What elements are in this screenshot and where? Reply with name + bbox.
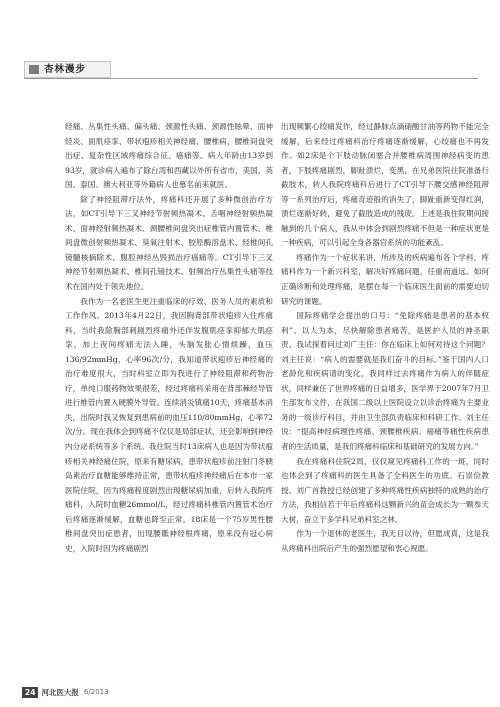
- journal-name: 河北医大报: [41, 687, 79, 697]
- issue-number: 6/2013: [83, 688, 109, 696]
- header-divider: [24, 78, 478, 79]
- section-header: [24, 61, 111, 78]
- page-number: 24: [22, 687, 38, 698]
- left-paragraph-2: 除了神经阻滞疗法外，疼痛科还开展了多种微创治疗方法，如CT引导下三叉神经节射频热凝术、舌咽神经射频热凝术、面神经射频热凝术、颈腰椎间盘突出症椎管内置管术、椎间盘微创射频热凝术、臭氧注射术、胶原酶溶盘术、经椎间孔镜髓核摘除术、腹腔神经丛毁损治疗癌痛等。CT引导下三叉神经节射频热凝术、椎间孔镜技术、射频治疗丛集性头痛等技术在国内处于领先地位。: [65, 194, 273, 292]
- right-paragraph-2: 疼痛作为一个症状来讲，所涉及的疾病遍布各个学科，疼痛科作为一个新兴科室，解决好疼痛问题，任重而道远。如何正确诊断和处理疼痛，是摆在每一个临床医生面前的需要迫切研究的课题。: [281, 252, 489, 306]
- page-footer: [22, 686, 109, 698]
- right-paragraph-4: 我在疼痛科住院2周，仅仅窥见疼痛科工作的一斑，同时也体会到了疼痛科的医生具备了全科医生的功底。石崇俭教授、刘广首教授已经创建了多种疼痛性疾病独特的成熟的治疗方法，我相信若干年后疼痛科这颗新兴的苗会成长为一颗参天大树，奋立于多学科兄弟科室之林。: [281, 456, 489, 524]
- right-paragraph-1: 出现频繁心绞痛发作，经过静脉点滴硝酸甘油等药物不能完全缓解，后来经过疼痛科治疗疼痛逐渐缓解，心绞痛也不再发作。如2床是个下肢动脉闭塞合并腰椎病周围神经病变的患者，下肢疼痛剧烈，脚趾溃烂，变黑，在兄弟医院住院准备行截肢术，转入我院疼痛科后进行了CT引导下腰交感神经阻滞等一系列治疗后，疼痛奇迹般的消失了，脚趾重新变得红润，溃烂逐渐好转，避免了截肢造成的残废。上述是我住院期间接触到的几个病人，我从中体会到剧烈疼痛不但是一种症状更是一种疾病，可以引起全身各器官系统的功能紊乱。: [281, 122, 489, 248]
- right-paragraph-3: 国际疼痛学会提出的口号：“免除疼痛是患者的基本权利”。以人为本，尽快解除患者痛苦，是医护人员的神圣职责。我试探着问过刘广主任：你在临床上如何对待这个问题？刘主任说：“病人的需要就是我们奋斗的目标。”鉴于国内人口老龄化和疾病谱的变化，我同样过去疼痛作为病人的伴随症状，同样兼任了世界疼痛的日益增多，医学界于2007年7月卫生部发布文件，在我国二级以上医院设立以诊治疼痛为主要业务的一级诊疗科目，并由卫生部负责临床和科研工作。刘主任说：“提高神经病理性疼痛、颈腰椎疾病、癌痛等痛性疾病患者的生活质量，是我们疼痛科临床和基础研究的发展方向。”: [281, 311, 489, 452]
- left-paragraph-1: 经痛、丛集性头痛、偏头痛、颈源性头痛、颈源性眩晕、面神经炎、面肌痉挛、带状疱疹相关神经痛、腰椎病、腰椎间盘突出症、复杂性区域疼痛综合征、癌痛等。病人年龄由13岁到93岁，就诊病人遍布了除台湾和西藏以外所有省市，美国、英国、泰国、澳大利亚等外籍病人也慕名前来就医。: [65, 122, 273, 190]
- right-column: [281, 120, 489, 556]
- header-marker: [29, 65, 39, 74]
- right-paragraph-5: 作为一个退休的老医生，我无目以待，但愿成真，这是我从疼痛科出院后产生的强烈愿望和衷心祝愿。: [281, 529, 489, 553]
- section-title: 杏林漫步: [44, 64, 87, 75]
- left-paragraph-3: 我作为一名老医生更注重临床的疗效、医务人员的素质和工作作风。2013年4月22日，我因胸背部带状疱疹入住疼痛科，当时我除胸部刺剧烈疼痛外还伴发腹肌痉挛抑郁大肌痉挛，加上夜间疼痛无法入睡，头脑发胀心情烦躁，血压136/92mmHg，心率96次/分，我知道带状疱疹后神经痛的治疗难度很大，当时科室立即为我进行了神经阻滞和药物治疗，单纯口服药物效果很差，经过疼痛科采用在背部棘经导管进行椎管内置入硬膜外导管。连续消炎镇痛10天，疼痛基本消失，出院时我又恢复到患病前的血压110/80mmHg，心率72次/分。现在我体会到疼痛不仅仅是局部症状，还会影响到神经内分泌系统等多个系统。我住院当时13床病人也是因为带状疱疹相关神经痛住院，原来有糖尿病，患带状疱疹前注射门冬胰岛素治疗血糖能够维持正常，患带状疱疹神经痛后在本市一家医院住院，因为疼痛程度剧烈出现糖尿病加重，后转入我院疼痛科，入院时血糖26mmol/L，经过疼痛科椎管内置管术治疗后疼痛逐渐缓解，血糖也降至正常。18床是一个75岁男性腰椎间盘突出症患者，出现腰骶神经根疼痛，原来没有冠心病史，入院时因为疼痛剧烈: [65, 296, 273, 553]
- left-column: [65, 120, 273, 556]
